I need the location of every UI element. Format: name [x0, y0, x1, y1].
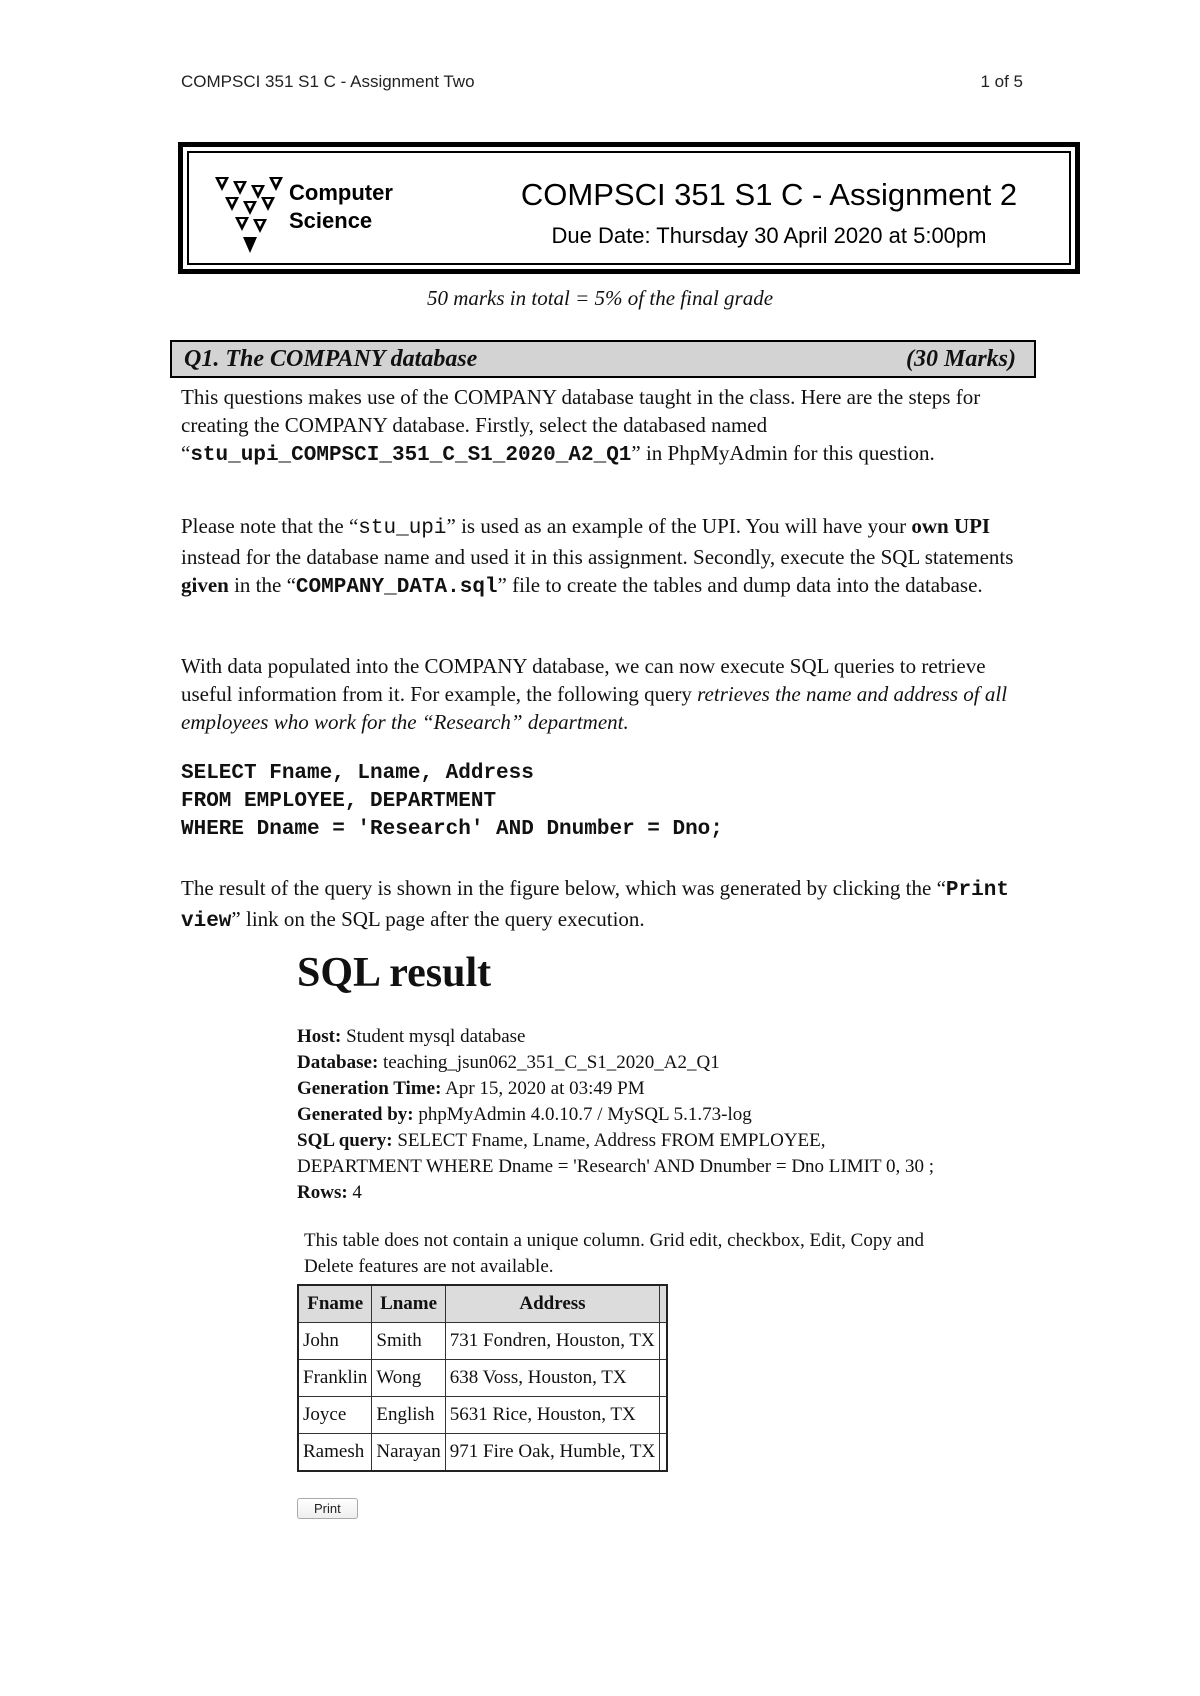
- table-cell: English: [372, 1397, 445, 1434]
- intro-text-end: ” in PhpMyAdmin for this question.: [631, 441, 935, 465]
- intro-text: This questions makes use of the COMPANY database taught in the class. Here are the steps for creating the COMPANY database. Firstly, select the databased named “: [181, 385, 981, 465]
- table-cell: 971 Fire Oak, Humble, TX: [445, 1434, 659, 1472]
- result-intro-text: The result of the query is shown in the figure below, which was generated by clicking the “: [181, 876, 946, 900]
- host-value: Student mysql database: [346, 1026, 526, 1047]
- rows-value: 4: [352, 1182, 362, 1203]
- code-line-3: WHERE Dname = 'Research' AND Dnumber = Dno;: [181, 818, 723, 841]
- generation-time-label: Generation Time:: [297, 1078, 442, 1099]
- table-row: [298, 1397, 667, 1434]
- title-banner: [178, 142, 1080, 274]
- upi-text-5: ” file to create the tables and dump data into the database.: [497, 573, 983, 597]
- table-cell: Narayan: [372, 1434, 445, 1472]
- own-upi: own UPI: [911, 514, 991, 538]
- meta-generation-time: [297, 1076, 937, 1102]
- sql-result-heading: SQL result: [297, 950, 492, 996]
- column-header[interactable]: Fname: [298, 1285, 372, 1323]
- column-header[interactable]: Address: [445, 1285, 659, 1323]
- generated-by-label: Generated by:: [297, 1104, 414, 1125]
- table-cell: Wong: [372, 1360, 445, 1397]
- upi-text-3: instead for the database name and used it in this assignment. Secondly, execute the SQL statements: [181, 545, 1014, 569]
- host-label: Host:: [297, 1026, 342, 1047]
- logo-text: [289, 179, 393, 235]
- query-description: retrieves the name and address of all employees who work for the “Research” department.: [181, 682, 1008, 734]
- logo-line-1: Computer: [289, 180, 393, 205]
- computer-science-logo-icon: [213, 173, 285, 259]
- code-line-1: SELECT Fname, Lname, Address: [181, 762, 534, 785]
- generation-time-value: Apr 15, 2020 at 03:49 PM: [445, 1078, 645, 1099]
- column-header[interactable]: Lname: [372, 1285, 445, 1323]
- unique-column-notice: This table does not contain a unique column. Grid edit, checkbox, Edit, Copy and Delete features are not available.: [304, 1230, 925, 1277]
- given-word: given: [181, 573, 229, 597]
- sql-meta: [297, 1024, 937, 1206]
- paragraph-intro: [181, 383, 1031, 470]
- print-view-link-text: Print view: [181, 879, 1009, 933]
- table-header-row: [298, 1285, 667, 1323]
- table-cell-spacer: [660, 1323, 668, 1360]
- sql-query-value: SELECT Fname, Lname, Address FROM EMPLOYEE, DEPARTMENT WHERE Dname = 'Research' AND Dnumber = Dno LIMIT 0, 30 ;: [297, 1130, 935, 1177]
- upi-text-4: in the “: [228, 573, 296, 597]
- table-row: [298, 1434, 667, 1472]
- table-cell-spacer: [660, 1434, 668, 1472]
- table-row: [298, 1360, 667, 1397]
- result-table: [297, 1284, 668, 1472]
- running-header-left: COMPSCI 351 S1 C - Assignment Two: [181, 72, 475, 91]
- database-name: stu_upi_COMPSCI_351_C_S1_2020_A2_Q1: [190, 444, 632, 467]
- upi-example: stu_upi: [358, 517, 447, 540]
- page-number: 1 of 5: [980, 72, 1023, 91]
- upi-text-1: Please note that the “: [181, 514, 359, 538]
- rows-label: Rows:: [297, 1182, 348, 1203]
- table-cell-spacer: [660, 1397, 668, 1434]
- table-cell: John: [298, 1323, 372, 1360]
- paragraph-query-intro: [181, 652, 1031, 736]
- result-intro-text-end: ” link on the SQL page after the query execution.: [231, 907, 645, 931]
- database-label: Database:: [297, 1052, 379, 1073]
- table-cell: Ramesh: [298, 1434, 372, 1472]
- paragraph-upi-note: [181, 512, 1031, 602]
- table-row: [298, 1323, 667, 1360]
- sql-query-label: SQL query:: [297, 1130, 393, 1151]
- table-cell: Franklin: [298, 1360, 372, 1397]
- table-cell-spacer: [660, 1360, 668, 1397]
- meta-host: [297, 1024, 937, 1050]
- table-cell: 731 Fondren, Houston, TX: [445, 1323, 659, 1360]
- sql-file-name: COMPANY_DATA.sql: [295, 576, 498, 599]
- print-button[interactable]: Print: [297, 1498, 358, 1519]
- marks-total: 50 marks in total = 5% of the final grade: [426, 286, 774, 310]
- assignment-title: COMPSCI 351 S1 C - Assignment 2: [520, 177, 1018, 212]
- question-heading-bar: [170, 340, 1036, 378]
- due-date: Due Date: Thursday 30 April 2020 at 5:00pm: [551, 223, 987, 248]
- table-cell: 5631 Rice, Houston, TX: [445, 1397, 659, 1434]
- table-cell: Joyce: [298, 1397, 372, 1434]
- upi-text-2: ” is used as an example of the UPI. You will have your: [446, 514, 912, 538]
- question-title: Q1. The COMPANY database: [184, 346, 478, 372]
- meta-rows: [297, 1180, 937, 1206]
- table-cell: 638 Voss, Houston, TX: [445, 1360, 659, 1397]
- meta-database: [297, 1050, 937, 1076]
- logo-line-2: Science: [289, 208, 373, 233]
- generated-by-value: phpMyAdmin 4.0.10.7 / MySQL 5.1.73-log: [418, 1104, 752, 1125]
- sql-result-figure: [297, 950, 937, 1519]
- column-spacer: [660, 1285, 668, 1323]
- meta-generated-by: [297, 1102, 937, 1128]
- database-value: teaching_jsun062_351_C_S1_2020_A2_Q1: [383, 1052, 720, 1073]
- table-cell: Smith: [372, 1323, 445, 1360]
- code-line-2: FROM EMPLOYEE, DEPARTMENT: [181, 790, 497, 813]
- sql-code-block: [181, 760, 723, 844]
- meta-sql-query: [297, 1128, 937, 1180]
- question-marks: (30 Marks): [905, 346, 1016, 372]
- paragraph-result-intro: [181, 874, 1031, 936]
- query-intro-text: With data populated into the COMPANY database, we can now execute SQL queries to retrieve useful information from it. For example, the following query: [181, 654, 986, 706]
